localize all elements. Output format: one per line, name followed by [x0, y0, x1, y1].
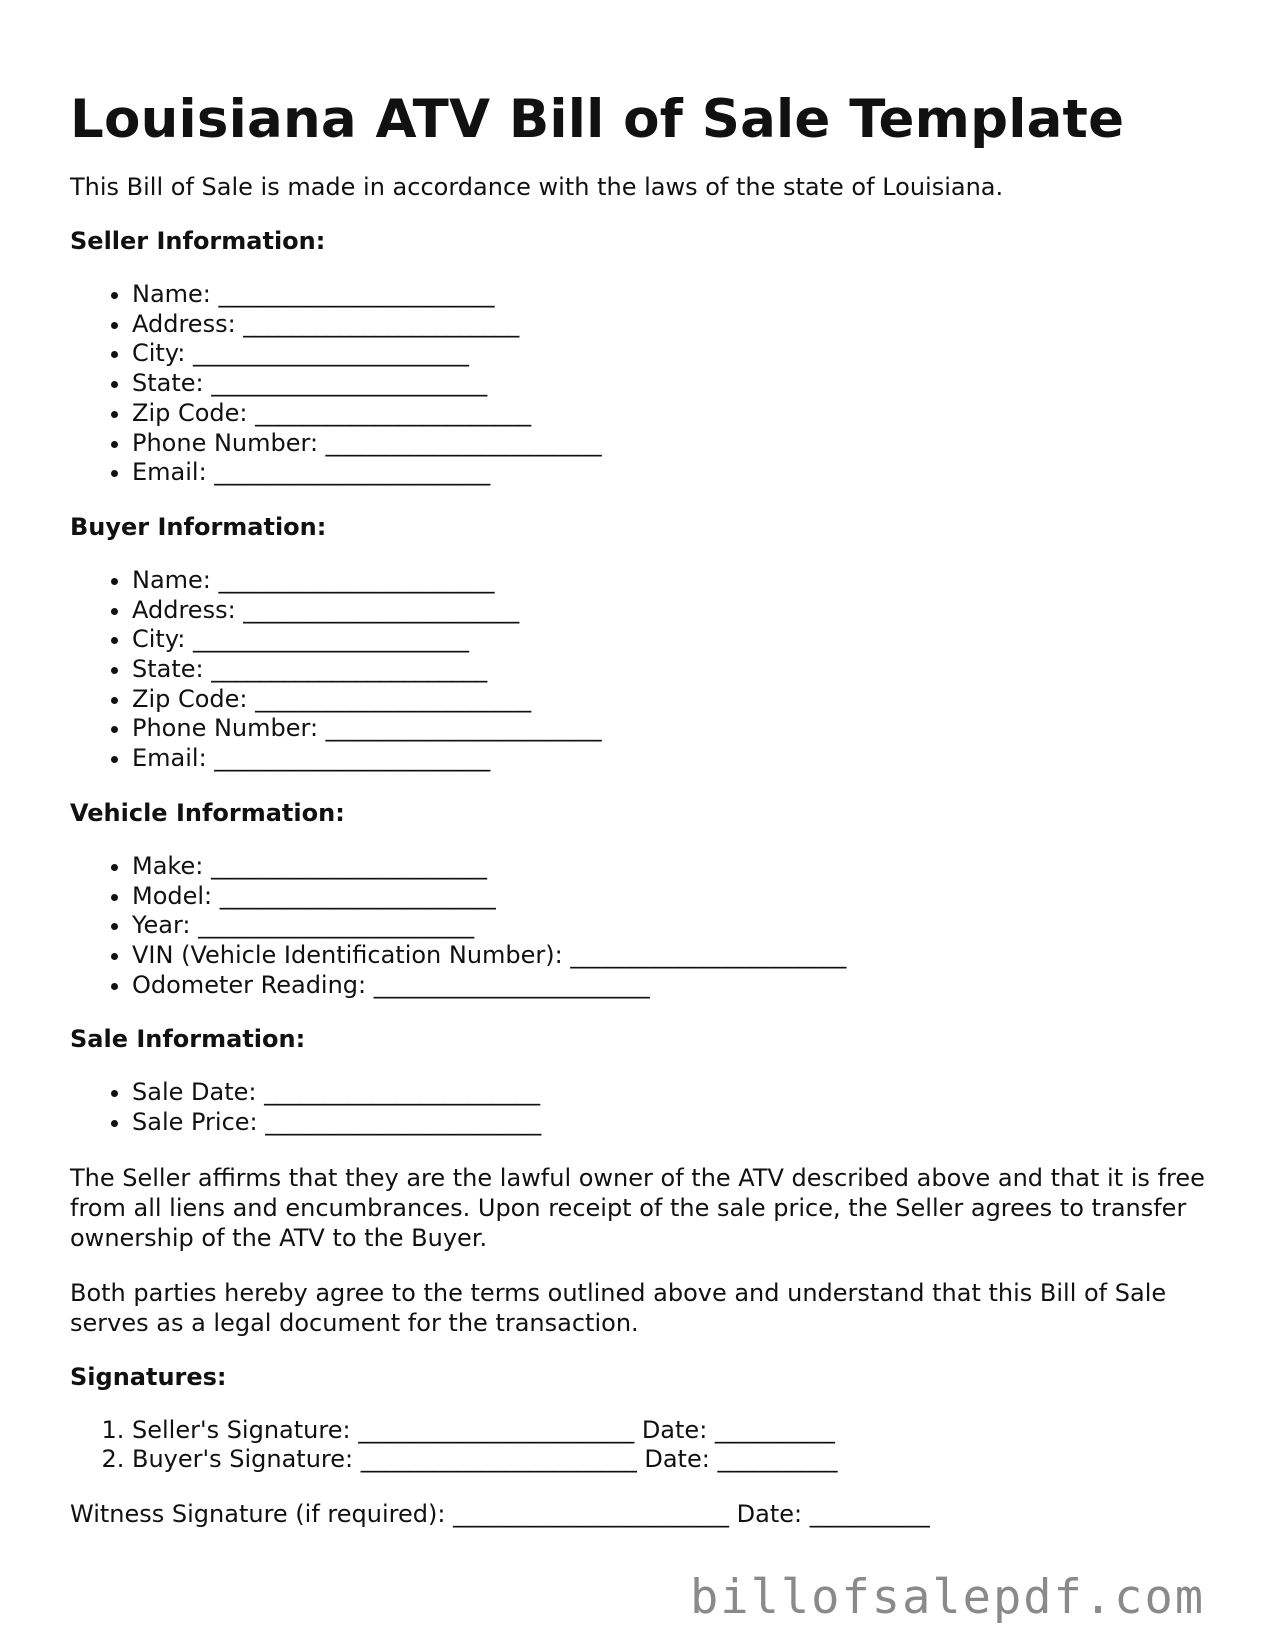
- affirmation-paragraph: The Seller affirms that they are the lawful owner of the ATV described above and that it is free from all liens and encumbrances. Upon receipt of the sale price, the Seller agrees to transfer ownership of the ATV to the Buyer.: [70, 1163, 1205, 1252]
- signatures-heading: Signatures:: [70, 1362, 227, 1391]
- signatures-list: [70, 1416, 1220, 1475]
- seller-zip-field: • Zip Code: _______________________: [132, 399, 1220, 429]
- buyer-signature-line: 2. Buyer's Signature: _______________________ Date: __________: [132, 1445, 1220, 1475]
- vehicle-make-field: • Make: _______________________: [132, 852, 1220, 882]
- document-title: Louisiana ATV Bill of Sale Template: [70, 89, 1125, 150]
- vehicle-year-field: • Year: _______________________: [132, 911, 1220, 941]
- seller-heading: Seller Information:: [70, 227, 326, 255]
- seller-state-field: • State: _______________________: [132, 369, 1220, 399]
- vehicle-heading: Vehicle Information:: [70, 798, 345, 827]
- buyer-heading: Buyer Information:: [70, 512, 327, 541]
- seller-email-field: • Email: _______________________: [132, 458, 1220, 488]
- buyer-name-field: • Name: _______________________: [132, 566, 1220, 596]
- seller-phone-field: • Phone Number: _______________________: [132, 429, 1220, 459]
- agreement-paragraph: Both parties hereby agree to the terms outlined above and understand that this Bill of Sale serves as a legal document for the transaction.: [70, 1278, 1167, 1337]
- sale-heading: Sale Information:: [70, 1025, 306, 1054]
- sale-date-field: • Sale Date: _______________________: [132, 1078, 1220, 1108]
- seller-name-field: • Name: _______________________: [132, 280, 1220, 310]
- buyer-email-field: • Email: _______________________: [132, 744, 1220, 774]
- seller-address-field: • Address: _______________________: [132, 310, 1220, 340]
- sale-price-field: • Sale Price: _______________________: [132, 1108, 1220, 1138]
- document-page: [70, 88, 1220, 1529]
- seller-signature-line: 1. Seller's Signature: _______________________ Date: __________: [132, 1416, 1220, 1446]
- intro-text: This Bill of Sale is made in accordance with the laws of the state of Louisiana.: [70, 173, 1004, 201]
- vehicle-model-field: • Model: _______________________: [132, 882, 1220, 912]
- witness-signature-line: Witness Signature (if required): _______________________ Date: __________: [70, 1500, 930, 1529]
- vehicle-vin-field: • VIN (Vehicle Identification Number): _______________________: [132, 941, 1220, 971]
- buyer-list: [70, 566, 1220, 774]
- buyer-state-field: • State: _______________________: [132, 655, 1220, 685]
- vehicle-list: [70, 852, 1220, 1001]
- seller-list: [70, 280, 1220, 488]
- buyer-address-field: • Address: _______________________: [132, 596, 1220, 626]
- buyer-zip-field: • Zip Code: _______________________: [132, 685, 1220, 715]
- sale-list: [70, 1078, 1220, 1137]
- seller-city-field: • City: _______________________: [132, 339, 1220, 369]
- buyer-phone-field: • Phone Number: _______________________: [132, 714, 1220, 744]
- watermark: billofsalepdf.com: [690, 1570, 1206, 1625]
- vehicle-odometer-field: • Odometer Reading: _______________________: [132, 971, 1220, 1001]
- buyer-city-field: • City: _______________________: [132, 625, 1220, 655]
